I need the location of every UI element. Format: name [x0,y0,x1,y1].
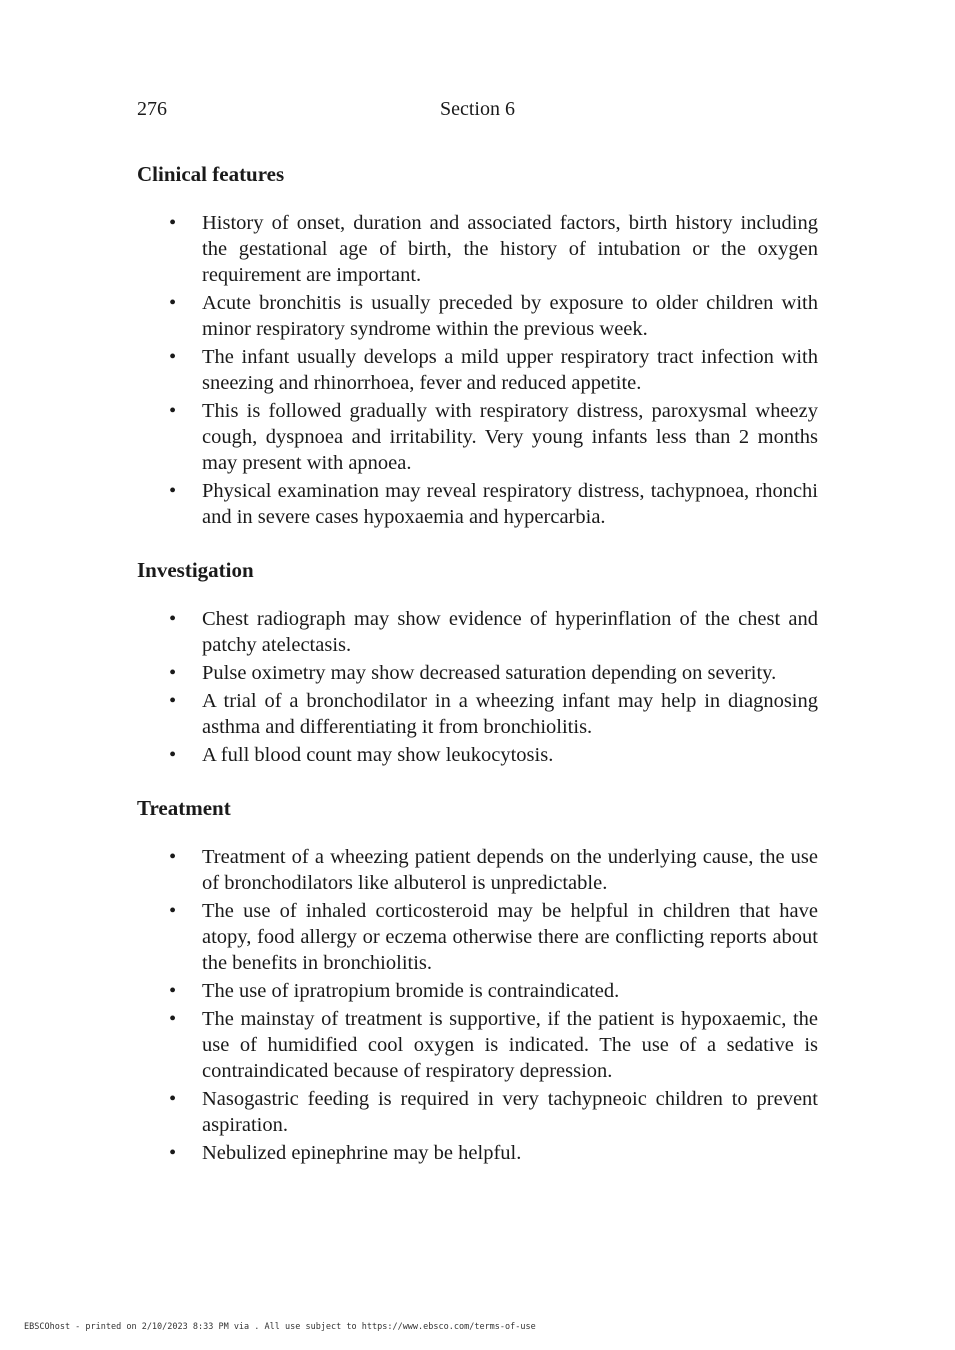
list-item: • History of onset, duration and associated factors, birth history including the gestational age of birth, the history of intubation or the oxygen requirement are important. [137,210,818,288]
section-heading: Treatment [137,796,231,820]
print-footer: EBSCOhost - printed on 2/10/2023 8:33 PM via . All use subject to https://www.ebsco.com/terms-of-use [24,1322,536,1332]
page-header [137,96,818,122]
page-content [137,160,818,1168]
list-item: • Chest radiograph may show evidence of hyperinflation of the chest and patchy atelectasis. [137,606,818,658]
list-item: • This is followed gradually with respiratory distress, paroxysmal wheezy cough, dyspnoea and irritability. Very young infants less than 2 months may present with apnoea. [137,398,818,476]
section-treatment [137,794,818,1166]
list-item: • Nebulized epinephrine may be helpful. [137,1140,818,1166]
list-item: • The use of inhaled corticosteroid may be helpful in children that have atopy, food allergy or eczema otherwise there are conflicting reports about the benefits in bronchiolitis. [137,898,818,976]
list-item: • Physical examination may reveal respiratory distress, tachypnoea, rhonchi and in severe cases hypoxaemia and hypercarbia. [137,478,818,530]
list-item: • Nasogastric feeding is required in very tachypneoic children to prevent aspiration. [137,1086,818,1138]
list-item: • Pulse oximetry may show decreased saturation depending on severity. [137,660,818,686]
section-heading: Clinical features [137,162,285,186]
bullet-list [137,606,818,768]
section-heading: Investigation [137,558,254,582]
running-head: Section 6 [440,98,515,120]
list-item: • A trial of a bronchodilator in a wheezing infant may help in diagnosing asthma and differentiating it from bronchiolitis. [137,688,818,740]
list-item: • The mainstay of treatment is supportive, if the patient is hypoxaemic, the use of humidified cool oxygen is indicated. The use of a sedative is contraindicated because of respiratory depression. [137,1006,818,1084]
list-item: • Treatment of a wheezing patient depends on the underlying cause, the use of bronchodilators like albuterol is unpredictable. [137,844,818,896]
list-item: • The use of ipratropium bromide is contraindicated. [137,978,818,1004]
bullet-list [137,210,818,530]
list-item: • A full blood count may show leukocytosis. [137,742,818,768]
bullet-list [137,844,818,1166]
section-clinical-features [137,160,818,530]
section-investigation [137,556,818,768]
page-number: 276 [137,98,167,120]
list-item: • Acute bronchitis is usually preceded by exposure to older children with minor respiratory syndrome within the previous week. [137,290,818,342]
list-item: • The infant usually develops a mild upper respiratory tract infection with sneezing and rhinorrhoea, fever and reduced appetite. [137,344,818,396]
